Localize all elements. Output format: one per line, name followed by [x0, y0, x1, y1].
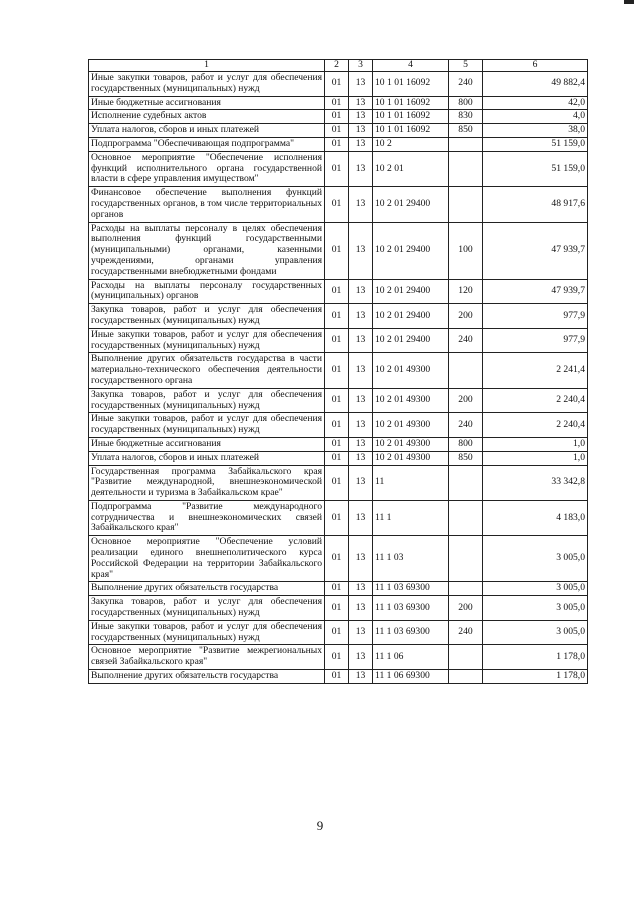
row-target-code: 10 2 01 [373, 151, 449, 186]
row-amount: 1,0 [483, 437, 588, 451]
row-expense-type: 200 [449, 304, 483, 329]
row-section: 01 [325, 620, 349, 645]
row-subsection: 13 [349, 151, 373, 186]
row-expense-type [449, 137, 483, 151]
row-amount: 1,0 [483, 451, 588, 465]
row-target-code: 11 [373, 465, 449, 500]
row-expense-type: 850 [449, 124, 483, 138]
row-amount: 51 159,0 [483, 151, 588, 186]
row-section: 01 [325, 500, 349, 535]
row-amount: 38,0 [483, 124, 588, 138]
budget-table [88, 59, 588, 684]
row-name: Закупка товаров, работ и услуг для обеспечения государственных (муниципальных) нужд [89, 304, 325, 329]
row-section: 01 [325, 328, 349, 353]
row-name: Финансовое обеспечение выполнения функций государственных органов, в том числе территориальных органов [89, 187, 325, 222]
table-row [89, 500, 588, 535]
table-row [89, 413, 588, 438]
row-amount: 3 005,0 [483, 582, 588, 596]
row-amount: 3 005,0 [483, 620, 588, 645]
row-expense-type: 240 [449, 413, 483, 438]
table-row [89, 304, 588, 329]
row-name: Выполнение других обязательств государства [89, 582, 325, 596]
row-expense-type [449, 187, 483, 222]
row-expense-type: 100 [449, 222, 483, 279]
table-row [89, 279, 588, 304]
table-row [89, 353, 588, 388]
row-section: 01 [325, 596, 349, 621]
row-expense-type: 240 [449, 620, 483, 645]
row-subsection: 13 [349, 582, 373, 596]
row-name: Выполнение других обязательств государства [89, 670, 325, 684]
table-row [89, 388, 588, 413]
row-subsection: 13 [349, 304, 373, 329]
row-target-code: 11 1 03 69300 [373, 582, 449, 596]
row-amount: 977,9 [483, 304, 588, 329]
row-name: Иные закупки товаров, работ и услуг для обеспечения государственных (муниципальных) нужд [89, 72, 325, 97]
row-expense-type [449, 151, 483, 186]
row-amount: 42,0 [483, 96, 588, 110]
row-target-code: 10 1 01 16092 [373, 110, 449, 124]
row-section: 01 [325, 110, 349, 124]
row-target-code: 10 2 01 49300 [373, 388, 449, 413]
row-subsection: 13 [349, 645, 373, 670]
row-target-code: 10 2 [373, 137, 449, 151]
table-row [89, 670, 588, 684]
table-row [89, 137, 588, 151]
row-section: 01 [325, 437, 349, 451]
row-amount: 4,0 [483, 110, 588, 124]
row-subsection: 13 [349, 137, 373, 151]
row-subsection: 13 [349, 96, 373, 110]
row-section: 01 [325, 413, 349, 438]
col-header-1: 1 [89, 60, 325, 72]
row-target-code: 11 1 03 69300 [373, 620, 449, 645]
row-target-code: 11 1 [373, 500, 449, 535]
table-row [89, 645, 588, 670]
row-subsection: 13 [349, 500, 373, 535]
row-expense-type [449, 465, 483, 500]
row-name: Иные бюджетные ассигнования [89, 437, 325, 451]
row-section: 01 [325, 645, 349, 670]
page-number: 9 [316, 818, 324, 833]
col-header-6: 6 [483, 60, 588, 72]
row-target-code: 10 2 01 29400 [373, 328, 449, 353]
row-amount: 51 159,0 [483, 137, 588, 151]
row-subsection: 13 [349, 328, 373, 353]
row-expense-type [449, 536, 483, 582]
table-row [89, 222, 588, 279]
row-subsection: 13 [349, 670, 373, 684]
row-section: 01 [325, 72, 349, 97]
col-header-5: 5 [449, 60, 483, 72]
row-name: Подпрограмма "Развитие международного сотрудничества и внешнеэкономических связей Забайкальского края" [89, 500, 325, 535]
table-row [89, 187, 588, 222]
row-name: Исполнение судебных актов [89, 110, 325, 124]
row-subsection: 13 [349, 437, 373, 451]
row-target-code: 11 1 06 69300 [373, 670, 449, 684]
table-row [89, 328, 588, 353]
row-expense-type [449, 670, 483, 684]
row-amount: 48 917,6 [483, 187, 588, 222]
row-section: 01 [325, 451, 349, 465]
row-target-code: 10 2 01 49300 [373, 413, 449, 438]
row-target-code: 10 2 01 49300 [373, 437, 449, 451]
row-subsection: 13 [349, 620, 373, 645]
row-name: Уплата налогов, сборов и иных платежей [89, 124, 325, 138]
row-amount: 4 183,0 [483, 500, 588, 535]
row-amount: 3 005,0 [483, 596, 588, 621]
row-expense-type: 120 [449, 279, 483, 304]
table-row [89, 151, 588, 186]
row-name: Основное мероприятие "Развитие межрегиональных связей Забайкальского края" [89, 645, 325, 670]
row-subsection: 13 [349, 388, 373, 413]
row-subsection: 13 [349, 110, 373, 124]
row-target-code: 11 1 03 69300 [373, 596, 449, 621]
row-amount: 47 939,7 [483, 279, 588, 304]
row-section: 01 [325, 222, 349, 279]
row-section: 01 [325, 582, 349, 596]
row-section: 01 [325, 137, 349, 151]
table-row [89, 72, 588, 97]
row-subsection: 13 [349, 187, 373, 222]
row-target-code: 10 2 01 29400 [373, 222, 449, 279]
row-amount: 49 882,4 [483, 72, 588, 97]
row-section: 01 [325, 187, 349, 222]
row-target-code: 10 2 01 49300 [373, 353, 449, 388]
row-target-code: 11 1 03 [373, 536, 449, 582]
row-target-code: 10 2 01 49300 [373, 451, 449, 465]
row-section: 01 [325, 536, 349, 582]
row-name: Уплата налогов, сборов и иных платежей [89, 451, 325, 465]
row-amount: 2 240,4 [483, 413, 588, 438]
row-section: 01 [325, 151, 349, 186]
row-target-code: 10 2 01 29400 [373, 279, 449, 304]
col-header-3: 3 [349, 60, 373, 72]
row-section: 01 [325, 388, 349, 413]
row-subsection: 13 [349, 596, 373, 621]
row-target-code: 10 2 01 29400 [373, 187, 449, 222]
scan-mark [624, 0, 634, 4]
row-expense-type: 200 [449, 388, 483, 413]
row-name: Выполнение других обязательств государства в части материально-технического обеспечения деятельности государственного органа [89, 353, 325, 388]
row-name: Закупка товаров, работ и услуг для обеспечения государственных (муниципальных) нужд [89, 388, 325, 413]
table-row [89, 451, 588, 465]
row-section: 01 [325, 304, 349, 329]
table-row [89, 110, 588, 124]
row-target-code: 10 1 01 16092 [373, 124, 449, 138]
row-subsection: 13 [349, 536, 373, 582]
table-row [89, 124, 588, 138]
table-row [89, 96, 588, 110]
row-name: Расходы на выплаты персоналу в целях обеспечения выполнения функций государственными (муниципальными) органами, казенными учреждениями, органами управления государственными внебюджетными фондами [89, 222, 325, 279]
row-subsection: 13 [349, 451, 373, 465]
row-amount: 33 342,8 [483, 465, 588, 500]
row-amount: 47 939,7 [483, 222, 588, 279]
row-amount: 977,9 [483, 328, 588, 353]
row-subsection: 13 [349, 124, 373, 138]
table-row [89, 620, 588, 645]
row-name: Иные закупки товаров, работ и услуг для обеспечения государственных (муниципальных) нужд [89, 620, 325, 645]
row-expense-type: 800 [449, 96, 483, 110]
row-subsection: 13 [349, 222, 373, 279]
row-expense-type [449, 353, 483, 388]
row-section: 01 [325, 670, 349, 684]
row-amount: 2 240,4 [483, 388, 588, 413]
row-amount: 1 178,0 [483, 670, 588, 684]
row-expense-type [449, 500, 483, 535]
row-section: 01 [325, 96, 349, 110]
table-row [89, 582, 588, 596]
row-expense-type: 800 [449, 437, 483, 451]
row-section: 01 [325, 353, 349, 388]
row-target-code: 10 1 01 16092 [373, 96, 449, 110]
row-subsection: 13 [349, 353, 373, 388]
row-subsection: 13 [349, 413, 373, 438]
table-row [89, 536, 588, 582]
table-row [89, 437, 588, 451]
row-name: Основное мероприятие "Обеспечение исполнения функций исполнительного органа государственной власти в сфере управления имуществом" [89, 151, 325, 186]
row-subsection: 13 [349, 72, 373, 97]
row-section: 01 [325, 465, 349, 500]
row-amount: 2 241,4 [483, 353, 588, 388]
row-name: Иные закупки товаров, работ и услуг для обеспечения государственных (муниципальных) нужд [89, 413, 325, 438]
row-section: 01 [325, 124, 349, 138]
col-header-2: 2 [325, 60, 349, 72]
table-header-row [89, 60, 588, 72]
col-header-4: 4 [373, 60, 449, 72]
row-expense-type: 240 [449, 72, 483, 97]
row-expense-type: 200 [449, 596, 483, 621]
row-amount: 3 005,0 [483, 536, 588, 582]
table-row [89, 465, 588, 500]
row-expense-type: 830 [449, 110, 483, 124]
row-name: Закупка товаров, работ и услуг для обеспечения государственных (муниципальных) нужд [89, 596, 325, 621]
row-expense-type [449, 645, 483, 670]
row-expense-type: 850 [449, 451, 483, 465]
row-target-code: 11 1 06 [373, 645, 449, 670]
row-target-code: 10 1 01 16092 [373, 72, 449, 97]
row-subsection: 13 [349, 279, 373, 304]
row-target-code: 10 2 01 29400 [373, 304, 449, 329]
row-expense-type [449, 582, 483, 596]
row-name: Подпрограмма "Обеспечивающая подпрограмма" [89, 137, 325, 151]
row-name: Иные закупки товаров, работ и услуг для обеспечения государственных (муниципальных) нужд [89, 328, 325, 353]
row-name: Расходы на выплаты персоналу государственных (муниципальных) органов [89, 279, 325, 304]
row-expense-type: 240 [449, 328, 483, 353]
table-row [89, 596, 588, 621]
row-name: Государственная программа Забайкальского края "Развитие международной, внешнеэкономической деятельности и туризма в Забайкальском крае" [89, 465, 325, 500]
row-name: Основное мероприятие "Обеспечение условий реализации единого внешнеполитического курса Российской Федерации на территории Забайкальского края" [89, 536, 325, 582]
row-name: Иные бюджетные ассигнования [89, 96, 325, 110]
row-section: 01 [325, 279, 349, 304]
row-amount: 1 178,0 [483, 645, 588, 670]
row-subsection: 13 [349, 465, 373, 500]
